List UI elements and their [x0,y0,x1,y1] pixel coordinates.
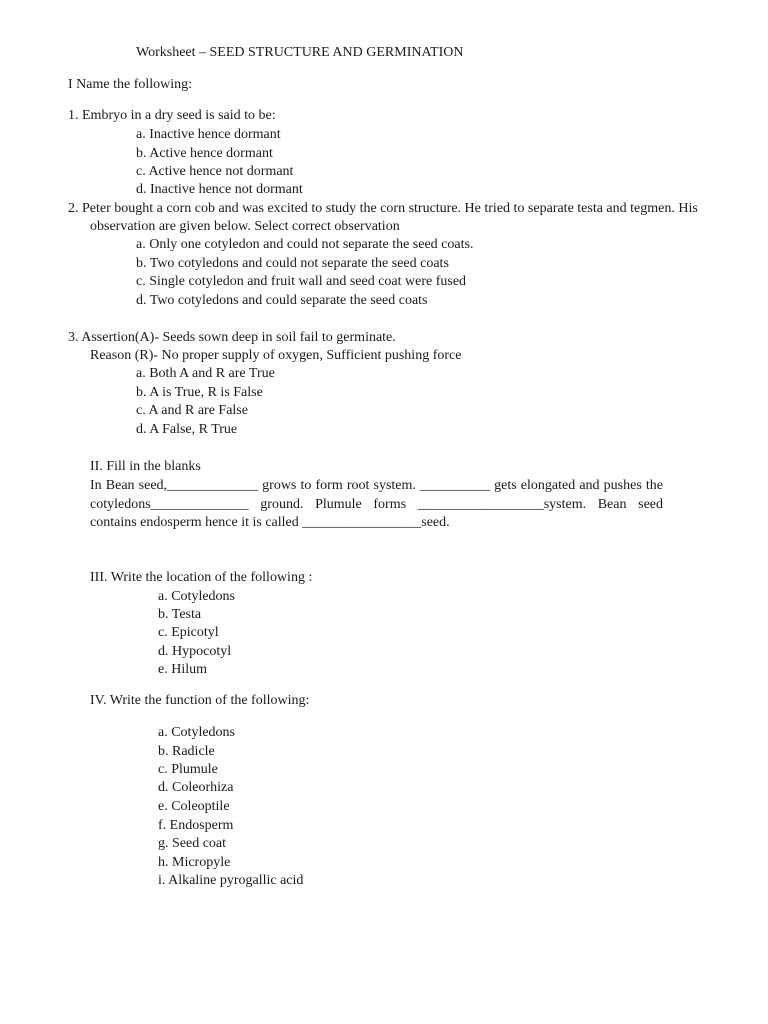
function-item-f: f. Endosperm [158,818,234,833]
function-item-i: i. Alkaline pyrogallic acid [158,873,304,888]
q1-option-c: c. Active hence not dormant [136,164,294,179]
q3-option-b: b. A is True, R is False [136,385,263,400]
location-item-d: d. Hypocotyl [158,644,232,659]
fill-in-blanks-paragraph: In Bean seed,_____________ grows to form root system. __________ gets elongated and pushes the cotyledons______________ ground. Plumule forms __________________system. Bean seed contains endosperm hence it is called _________________seed. [90,478,663,530]
function-item-h: h. Micropyle [158,855,231,870]
section4-heading: IV. Write the function of the following: [90,693,310,708]
location-item-b: b. Testa [158,607,202,622]
q1-option-b: b. Active hence dormant [136,146,273,161]
q3-option-a: a. Both A and R are True [136,366,275,381]
location-item-e: e. Hilum [158,662,207,677]
q1-option-a: a. Inactive hence dormant [136,127,281,142]
section1-heading: I Name the following: [68,77,193,92]
q3-reason: Reason (R)- No proper supply of oxygen, Sufficient pushing force [90,348,462,363]
function-item-b: b. Radicle [158,744,215,759]
q1-option-d: d. Inactive hence not dormant [136,182,303,197]
function-item-a: a. Cotyledons [158,725,235,740]
function-item-g: g. Seed coat [158,836,227,851]
q2-option-d: d. Two cotyledons and could separate the seed coats [136,293,428,308]
q2-option-a: a. Only one cotyledon and could not separate the seed coats. [136,237,474,252]
location-item-a: a. Cotyledons [158,589,235,604]
worksheet-title: Worksheet – SEED STRUCTURE AND GERMINATION [136,45,464,60]
q2-option-b: b. Two cotyledons and could not separate the seed coats [136,256,449,271]
q3-assertion: 3. Assertion(A)- Seeds sown deep in soil fail to germinate. [68,330,396,345]
q2-option-c: c. Single cotyledon and fruit wall and seed coat were fused [136,274,467,289]
function-item-d: d. Coleorhiza [158,780,234,795]
function-item-c: c. Plumule [158,762,218,777]
q3-option-c: c. A and R are False [136,403,248,418]
q3-option-d: d. A False, R True [136,422,238,437]
location-item-c: c. Epicotyl [158,625,219,640]
section2-heading: II. Fill in the blanks [90,459,201,474]
q2-stem-line2: observation are given below. Select correct observation [90,219,400,234]
q2-stem-line1: 2. Peter bought a corn cob and was excited to study the corn structure. He tried to separate testa and tegmen. His [68,201,698,216]
q1-stem: 1. Embryo in a dry seed is said to be: [68,108,276,123]
function-item-e: e. Coleoptile [158,799,230,814]
section3-heading: III. Write the location of the following : [90,570,313,585]
